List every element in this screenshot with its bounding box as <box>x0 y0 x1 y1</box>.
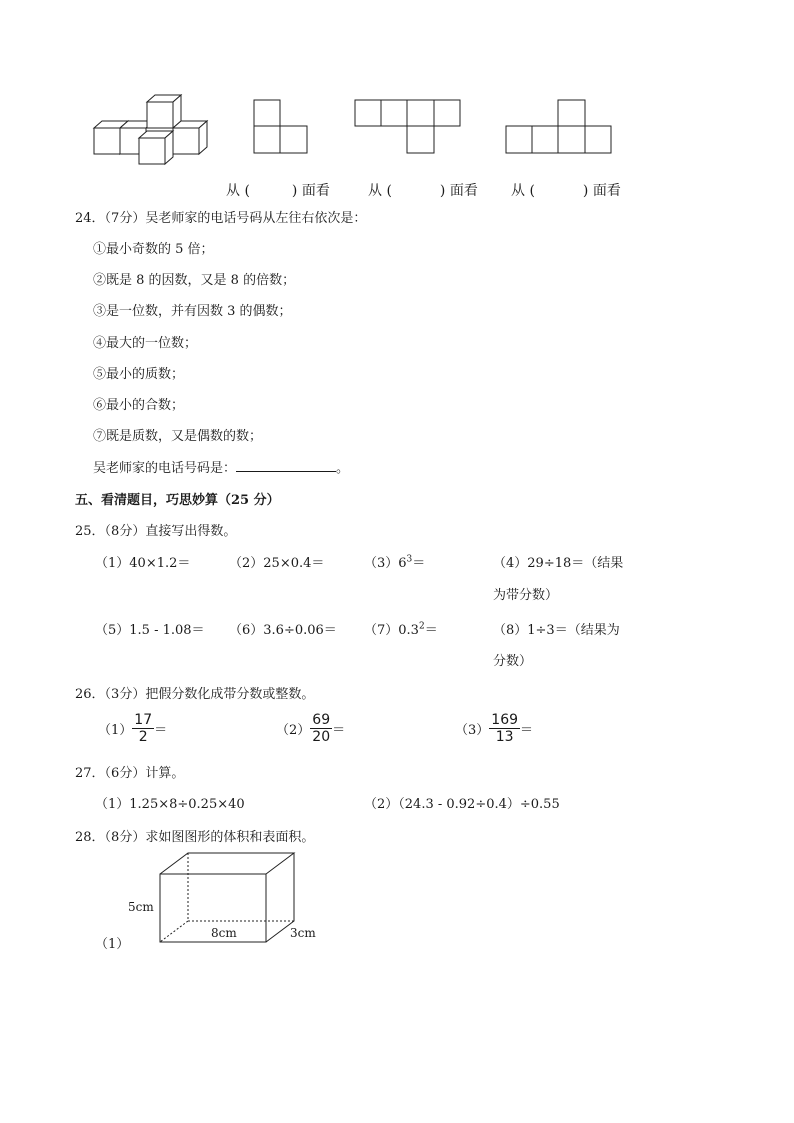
q24-item-6: ⑥最小的合数； <box>93 398 185 413</box>
q24-title: 24．（7分）吴老师家的电话号码从左往右依次是： <box>75 211 367 226</box>
q26-item-1: （1） $\frac{17}{2}$ ＝ <box>98 712 168 745</box>
q24-item-5: ⑤最小的质数； <box>93 367 185 382</box>
q28-label: （1） <box>95 937 130 952</box>
q24-item-2: ②既是 8 的因数，又是 8 的倍数； <box>93 273 296 288</box>
cuboid-width-label: 3cm <box>290 926 316 940</box>
fraction-17-2: $\frac{17}{2}$ <box>134 712 153 745</box>
q25-item-2: （2）25×0.4＝ <box>229 556 325 571</box>
q25-item-8: （8）1÷3＝（结果为 <box>493 623 620 638</box>
fraction-69-20: $\frac{69}{20}$ <box>312 712 331 745</box>
phone-answer-blank[interactable] <box>236 459 336 472</box>
q25-item-8-cont: 分数） <box>493 654 533 669</box>
view-figure-1 <box>253 99 309 155</box>
view-label-3: 从 ( ) 面看 <box>511 183 621 199</box>
view-label-2: 从 ( ) 面看 <box>368 183 478 199</box>
q26-item-2: （2） $\frac{69}{20}$ ＝ <box>276 712 346 745</box>
fraction-169-13: $\frac{169}{13}$ <box>491 712 519 745</box>
q27-title: 27．（6分）计算。 <box>75 766 185 781</box>
q25-item-7: $(7)0.3^2=$ <box>364 621 438 638</box>
q25-item-4-cont: 为带分数） <box>493 588 559 603</box>
q24-item-7: ⑦既是质数，又是偶数的数； <box>93 429 263 444</box>
q26-title: 26．（3分）把假分数化成带分数或整数。 <box>75 687 315 702</box>
view-figure-2 <box>354 99 462 155</box>
q27-item-2: （2）（24.3 - 0.92÷0.4）÷0.55 <box>364 797 560 812</box>
q25-item-6: （6）3.6÷0.06＝ <box>229 623 337 638</box>
q25-title: 25．（8分）直接写出得数。 <box>75 524 237 539</box>
cuboid-length-label: 8cm <box>211 926 237 940</box>
view-label-1: 从 ( ) 面看 <box>226 183 330 199</box>
q24-answer-line: 吴老师家的电话号码是： 。 <box>93 461 350 476</box>
q25-item-5: （5）1.5 - 1.08＝ <box>95 623 205 638</box>
q24-item-1: ①最小奇数的 5 倍； <box>93 242 214 257</box>
q26-item-3: （3） $\frac{169}{13}$ ＝ <box>455 712 534 745</box>
q25-item-3: $(3)6^3=$ <box>364 554 426 571</box>
q25-item-1: （1）40×1.2＝ <box>95 556 191 571</box>
section-5-title: 五、看清题目，巧思妙算（25 分） <box>75 493 280 508</box>
q24-item-4: ④最大的一位数； <box>93 336 198 351</box>
q28-title: 28．（8分）求如图图形的体积和表面积。 <box>75 830 315 845</box>
cuboid-height-label: 5cm <box>128 900 154 914</box>
q27-item-1: （1）1.25×8÷0.25×40 <box>95 797 245 812</box>
view-figure-3 <box>505 99 613 155</box>
cube-arrangement-3d-figure <box>90 94 215 166</box>
q25-item-4: （4）29÷18＝（结果 <box>493 556 624 571</box>
q24-item-3: ③是一位数，并有因数 3 的偶数； <box>93 304 292 319</box>
